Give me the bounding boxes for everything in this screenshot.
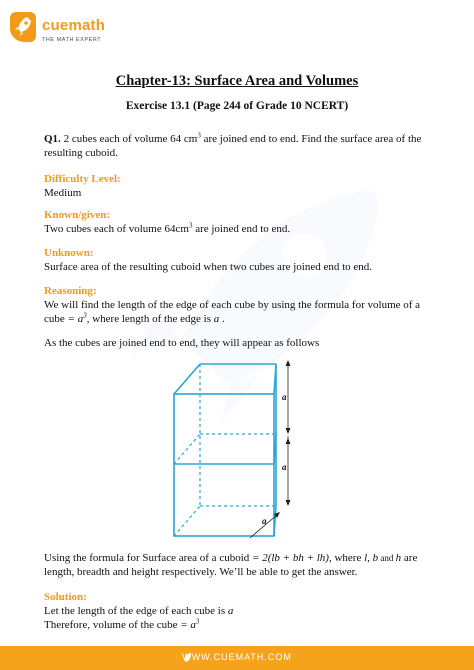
known-sup: 3 [188,221,193,230]
brand-tagline: THE MATH EXPERT [42,37,102,43]
reasoning-line1: We will find the length of the edge of each cube by using the formula for volume of a [44,299,421,311]
footer [0,646,474,670]
reasoning-sup: 3 [83,311,87,320]
question-text-b: are joined end to end. Find the surface area of the resulting cuboid. [44,133,422,159]
cuemath-logo [10,12,36,42]
solution-line1 [44,604,444,618]
reasoning-section [44,284,444,326]
edge-label-depth: a [262,516,267,526]
known-text-b: are joined end to end. [192,223,291,235]
reasoning-label: Reasoning: [44,285,97,297]
reasoning-var: a [213,313,220,325]
question-text-a: 2 cubes each of volume 64 cm [63,133,198,145]
formula-after: are [401,552,418,564]
cuboid-hidden-edges [174,364,276,536]
solution-line1-var: a [227,605,234,617]
solution-line2-text: Therefore, volume of the cube [44,619,181,631]
known-label: Known/given: [44,209,111,221]
formula-var-h: h [395,552,402,564]
page-subtitle: Exercise 13.1 (Page 244 of Grade 10 NCERT) [125,100,349,112]
question-number: Q1. [44,133,61,145]
solution-line2-sup: 3 [195,617,200,626]
known-text-a: Two cubes each of volume 64cm [44,223,189,235]
reasoning-mid: , where length of the edge is [86,313,214,325]
dimension-arrows [250,364,288,538]
formula-line1 [44,551,444,565]
difficulty-value: Medium [44,187,82,199]
solution-line2-formula: = a [180,619,196,631]
solution-section [44,590,444,632]
difficulty-section [44,172,444,200]
formula-paragraph [44,551,444,579]
unknown-label: Unknown: [44,247,94,259]
edge-label-lower: a [282,462,287,472]
stacked-cubes-diagram [150,356,310,540]
unknown-section [44,246,444,274]
reasoning-formula: = a [64,313,84,325]
reasoning-line2 [44,312,444,326]
question [44,132,444,160]
known-text [44,222,444,236]
formula-line2: length, breadth and height respectively. We’ll be able to get the answer. [44,566,358,578]
cuboid-front-edges [174,364,276,536]
formula-vars: l, b [364,552,379,564]
solution-line1-text: Let the length of the edge of each cube is [44,605,228,617]
known-section [44,208,444,236]
formula-before: Using the formula for Surface area of a cuboid [44,552,253,564]
surface-area-formula: = 2(lb + bh + lh) [252,552,329,564]
formula-and: and [378,553,396,563]
solution-line2 [44,618,444,632]
reasoning-line3: As the cubes are joined end to end, they will appear as follows [44,337,320,349]
brand-name: cuemath [42,17,106,34]
reasoning-cube-word: cube [44,313,65,325]
header [0,0,474,56]
footer-url[interactable]: WWW.CUEMATH.COM [182,652,292,662]
page-title: Chapter-13: Surface Area and Volumes [115,73,359,89]
reasoning-end: . [219,313,225,325]
solution-label: Solution: [44,591,87,603]
rocket-icon [13,15,33,39]
difficulty-label: Difficulty Level: [44,173,121,185]
edge-label-upper: a [282,392,287,402]
question-sup: 3 [197,131,201,140]
formula-middle: , where [328,552,365,564]
unknown-text: Surface area of the resulting cuboid when two cubes are joined end to end. [44,261,373,273]
